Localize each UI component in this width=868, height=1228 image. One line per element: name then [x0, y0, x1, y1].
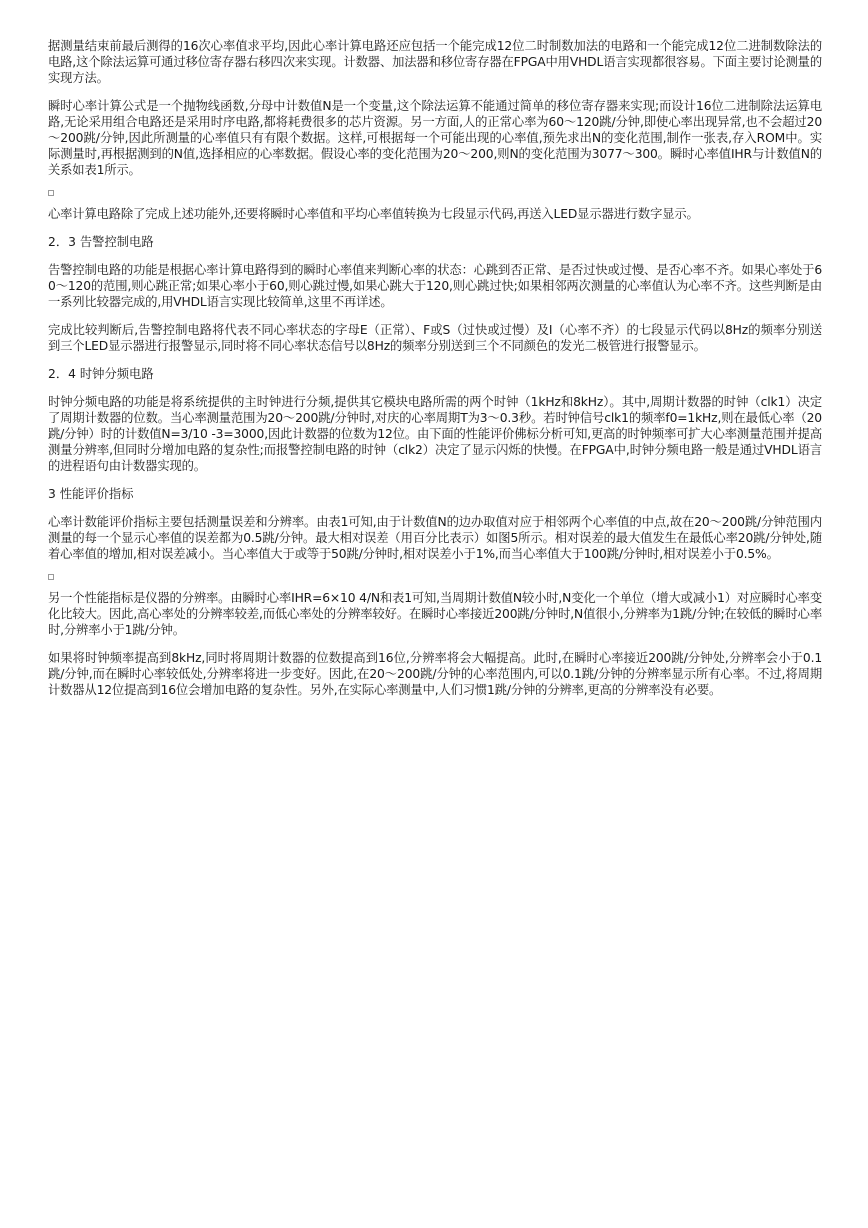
- paragraph-instant-heart-rate: 瞬时心率计算公式是一个抛物线函数,分母中计数值N是一个变量,这个除法运算不能通过简单的移位寄存器来实现;而设计16位二进制除法运算电路,无论采用组合电路还是采用时序电路,都将耗费很多的芯片资源。另一方面,人的正常心率为60～120跳/分钟,即使心率出现异常,也不会超过20～200跳/分钟,因此所测量的心率值只有有限个数据。这样,可根据每一个可能出现的心率值,预先求出N的变化范围,制作一张表,存入ROM中。实际测量时,再根据测到的N值,选择相应的心率数据。假设心率的变化范围为20～200,则N的变化范围为3077～300。瞬时心率值IHR与计数值N的关系如表1所示。: [48, 99, 822, 177]
- broken-image-icon: [48, 190, 54, 196]
- broken-image-icon: [48, 574, 54, 580]
- paragraph-measurement-error: 心率计数能评价指标主要包括测量误差和分辨率。由表1可知,由于计数值N的边办取值对应于相邻两个心率值的中点,故在20～200跳/分钟范围内测量的每一个显示心率值的误差都为0.5跳/分钟。最大相对误差（用百分比表示）如图5所示。相对误差的最大值发生在最低心率20跳/分钟处,随着心率值的增加,相对误差减小。当心率值大于或等于50跳/分钟时,相对误差小于1%,而当心率值大于100跳/分钟时,相对误差小于0.5%。: [48, 515, 822, 561]
- document-page: [48, 38, 822, 710]
- section-heading-clock-divider: 2．4 时钟分频电路: [48, 367, 154, 381]
- paragraph-alarm-display: 完成比较判断后,告警控制电路将代表不同心率状态的字母E（正常）、F或S（过快或过慢）及I（心率不齐）的七段显示代码以8Hz的频率分别送到三个LED显示器进行报警显示,同时将不同心率状态信号以8Hz的频率分别送到三个不同颜色的发光二极管进行报警显示。: [48, 323, 822, 353]
- paragraph-clock-divider: 时钟分频电路的功能是将系统提供的主时钟进行分频,提供其它模块电路所需的两个时钟（1kHz和8kHz）。其中,周期计数器的时钟（clk1）决定了周期计数器的位数。当心率测量范围为20～200跳/分钟时,对庆的心率周期T为3～0.3秒。若时钟信号clk1的频率f0=1kHz,则在最低心率（20跳/分钟）时的计数值N=3/10 -3=3000,因此计数器的位数为12位。由下面的性能评价佛标分析可知,更高的时钟频率可扩大心率测量范围并提高测量分辨率,但同时分增加电路的复杂性;而报警控制电路的时钟（clk2）决定了显示闪烁的快慢。在FPGA中,时钟分频电路一般是通过VHDL语言的进程语句由计数器实现的。: [48, 395, 822, 473]
- section-heading-alarm-control: 2．3 告警控制电路: [48, 235, 154, 249]
- paragraph-display-conversion: 心率计算电路除了完成上述功能外,还要将瞬时心率值和平均心率值转换为七段显示代码,再送入LED显示器进行数字显示。: [48, 207, 699, 221]
- section-heading-performance: 3 性能评价指标: [48, 487, 134, 501]
- paragraph-higher-clock: 如果将时钟频率提高到8kHz,同时将周期计数器的位数提高到16位,分辨率将会大幅提高。此时,在瞬时心率接近200跳/分钟处,分辨率会小于0.1跳/分钟,而在瞬时心率较低处,分辨率将进一步变好。因此,在20～200跳/分钟的心率范围内,可以0.1跳/分钟的分辨率显示所有心率。不过,将周期计数器从12位提高到16位会增加电路的复杂性。另外,在实际心率测量中,人们习惯1跳/分钟的分辨率,更高的分辨率没有必要。: [48, 651, 822, 697]
- paragraph-resolution: 另一个性能指标是仪器的分辨率。由瞬时心率IHR=6×10 4/N和表1可知,当周期计数值N较小时,N变化一个单位（增大或减小1）对应瞬时心率变化比较大。因此,高心率处的分辨率较差,而低心率处的分辨率较好。在瞬时心率接近200跳/分钟时,N值很小,分辨率为1跳/分钟;在较低的瞬时心率时,分辨率小于1跳/分钟。: [48, 591, 822, 637]
- paragraph-heart-rate-averaging: 据测量结束前最后测得的16次心率值求平均,因此心率计算电路还应包括一个能完成12位二时制数加法的电路和一个能完成12位二进制数除法的电路,这个除法运算可通过移位寄存器右移四次来实现。计数器、加法器和移位寄存器在FPGA中用VHDL语言实现都很容易。下面主要讨论测量的实现方法。: [48, 39, 822, 85]
- paragraph-alarm-function: 告警控制电路的功能是根据心率计算电路得到的瞬时心率值来判断心率的状态：心跳到否正常、是否过快或过慢、是否心率不齐。如果心率处于60～120的范围,则心跳正常;如果心率小于60,则心跳过慢,如果心跳大于120,则心跳过快;如果相邻两次测量的心率值认为心率不齐。这些判断是由一系列比较器完成的,用VHDL语言实现比较简单,这里不再详述。: [48, 263, 822, 309]
